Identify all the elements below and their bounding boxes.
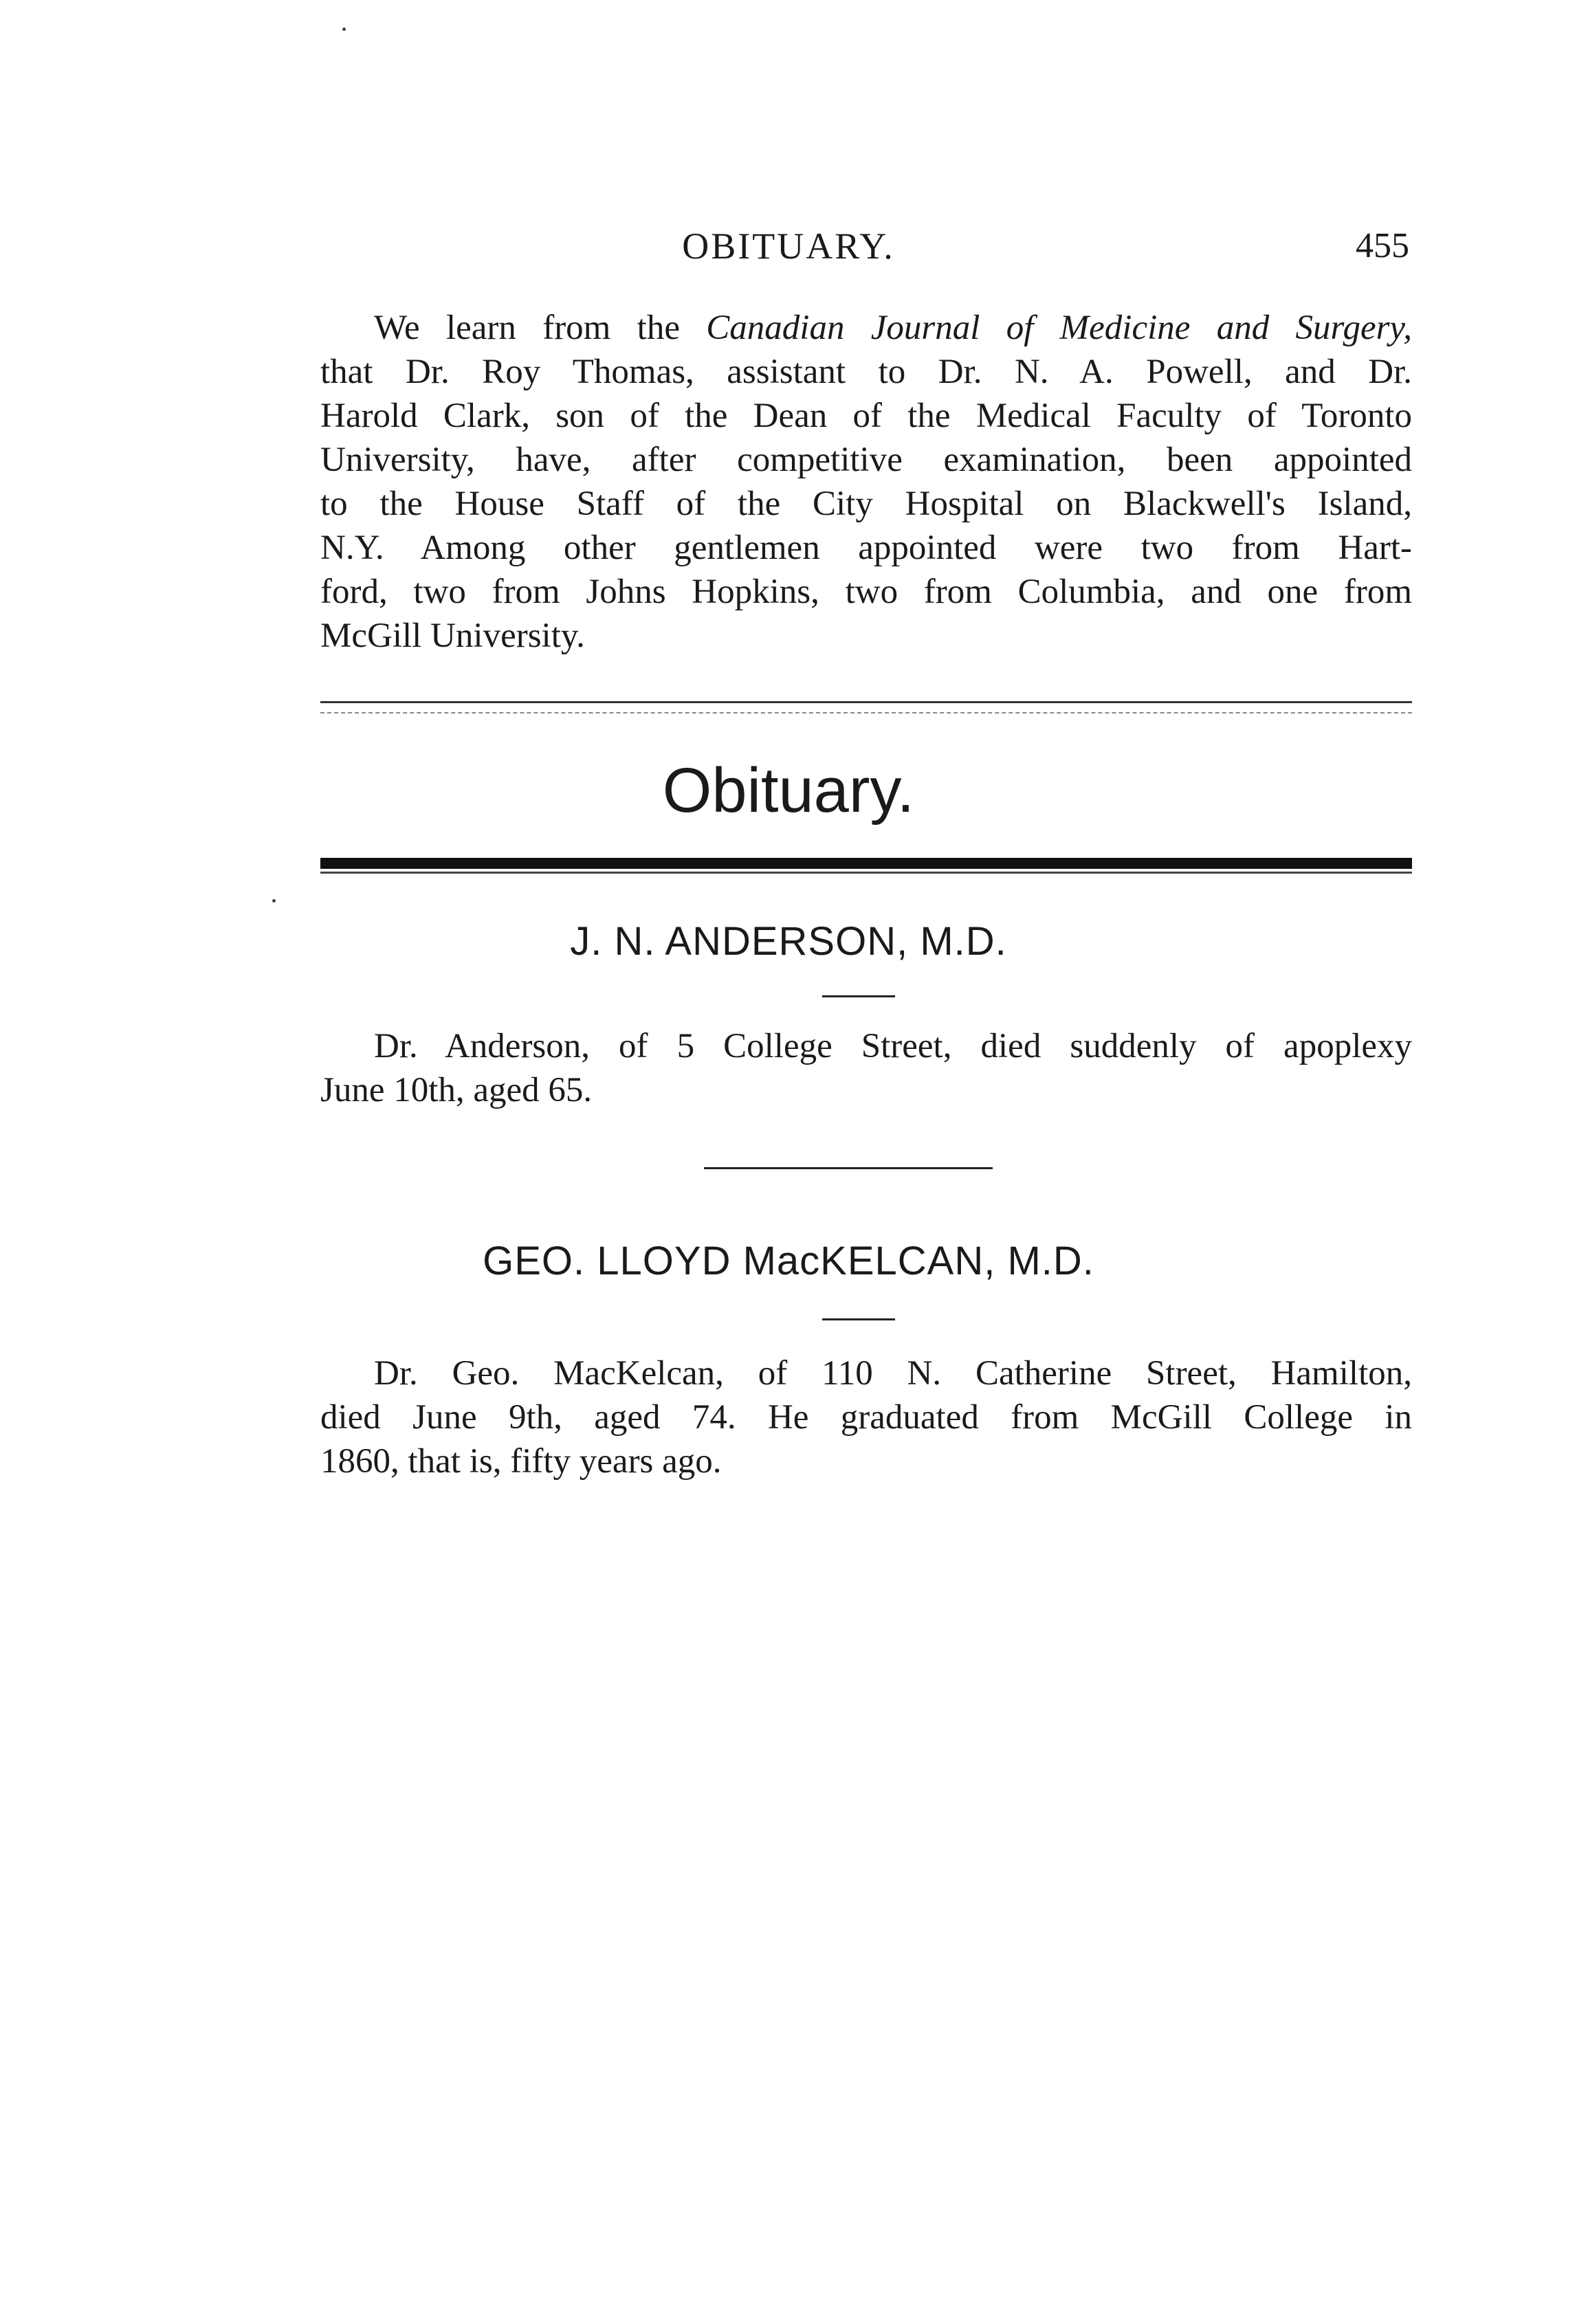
- paragraph-line: died June 9th, aged 74. He graduated from McGill College in: [320, 1398, 1412, 1437]
- heavy-rule-underline: [320, 872, 1412, 874]
- section-divider-dashed: [320, 712, 1412, 713]
- journal-title: Canadian Journal of Medicine and Surgery,: [706, 309, 1413, 347]
- obituary-text-mackelcan: [320, 1351, 1412, 1483]
- paragraph-line: McGill University.: [320, 617, 585, 655]
- paragraph-line: University, have, after competitive examination, been appointed: [320, 441, 1412, 479]
- section-title: Obituary.: [662, 755, 915, 826]
- intro-paragraph: [320, 306, 1412, 658]
- scan-speck: [272, 899, 276, 903]
- page-number: 455: [1356, 226, 1409, 265]
- paragraph-line: [320, 306, 1412, 350]
- running-title: OBITUARY.: [682, 225, 895, 267]
- intro-lead-text: We learn from the: [374, 309, 707, 347]
- paragraph-line: to the House Staff of the City Hospital on Blackwell's Island,: [320, 485, 1412, 523]
- short-rule: [822, 995, 895, 997]
- paragraph-line: Dr. Geo. MacKelcan, of 110 N. Catherine Street, Hamilton,: [374, 1354, 1412, 1393]
- paragraph-line: 1860, that is, fifty years ago.: [320, 1442, 722, 1481]
- scan-speck: [342, 27, 346, 31]
- running-head: [0, 219, 1577, 274]
- entry-separator-rule: [704, 1167, 993, 1169]
- paragraph-line: ford, two from Johns Hopkins, two from Columbia, and one from: [320, 573, 1412, 611]
- paragraph-line: June 10th, aged 65.: [320, 1071, 593, 1109]
- short-rule: [822, 1318, 895, 1320]
- paragraph-line: that Dr. Roy Thomas, assistant to Dr. N. A. Powell, and Dr.: [320, 353, 1412, 391]
- section-divider-top: [320, 701, 1412, 703]
- paragraph-line: N.Y. Among other gentlemen appointed were two from Hart-: [320, 529, 1412, 567]
- paragraph-line: Dr. Anderson, of 5 College Street, died suddenly of apoplexy: [374, 1027, 1412, 1065]
- heavy-rule: [320, 858, 1412, 869]
- obituary-heading-mackelcan: GEO. LLOYD MacKELCAN, M.D.: [483, 1239, 1094, 1283]
- obituary-heading-anderson: J. N. ANDERSON, M.D.: [570, 919, 1007, 964]
- obituary-text-anderson: [320, 1024, 1412, 1112]
- paragraph-line: Harold Clark, son of the Dean of the Medical Faculty of Toronto: [320, 397, 1412, 435]
